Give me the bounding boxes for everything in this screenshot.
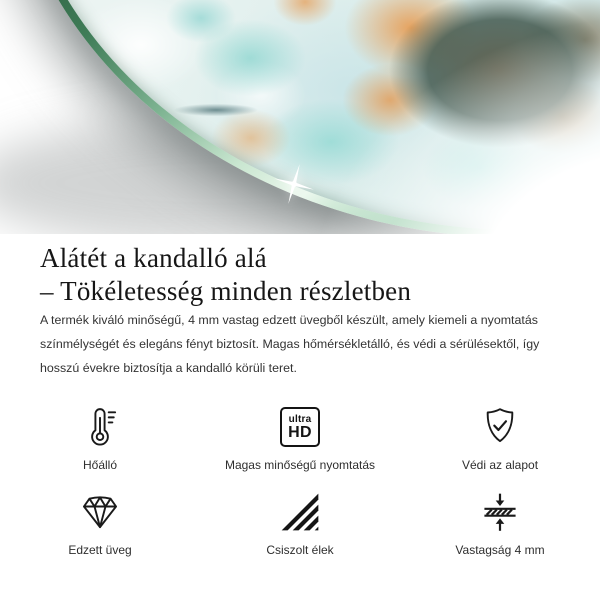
ultra-hd-badge-top: ultra (288, 413, 312, 425)
sparkle-highlight (272, 162, 316, 206)
polished-edges-icon (278, 489, 322, 535)
title-line-1: Alátét a kandalló alá (40, 243, 267, 273)
feature-polished-edges (200, 489, 400, 558)
feature-heat-resistant (0, 404, 200, 473)
feature-label: Védi az alapot (461, 458, 539, 472)
feature-tempered-glass (0, 489, 200, 558)
feature-label: Csiszolt élek (266, 543, 334, 557)
feature-label: Hőálló (82, 458, 118, 472)
product-description-block (0, 242, 600, 558)
feature-ultra-hd (200, 404, 400, 473)
feature-protects-base (400, 404, 600, 473)
feature-label: Magas minőségű nyomtatás (224, 458, 376, 472)
page-title (40, 242, 600, 308)
section-description (40, 308, 590, 380)
features-grid (0, 404, 600, 558)
description-line: A termék kiváló minőségű, 4 mm vastag edzett üvegből készült, amely kiemeli a nyomtatás (40, 313, 538, 327)
description-line: színmélységét és elegáns fényt biztosít. Magas hőmérsékletálló, és védi a sérülésektől, így (40, 337, 540, 351)
title-line-2: – Tökéletesség minden részletben (40, 276, 412, 306)
thermometer-icon (78, 404, 122, 450)
feature-label: Vastagság 4 mm (455, 543, 545, 557)
ultra-hd-badge-bottom: HD (288, 423, 312, 441)
feature-thickness (400, 489, 600, 558)
thickness-icon (478, 489, 522, 535)
diamond-icon (78, 489, 122, 535)
feature-label: Edzett üveg (68, 543, 132, 557)
description-line: hosszú évekre biztosítja a kandalló körüli teret. (40, 361, 297, 375)
ultra-hd-icon (280, 404, 320, 450)
product-image (0, 0, 600, 234)
shield-check-icon (478, 404, 522, 450)
